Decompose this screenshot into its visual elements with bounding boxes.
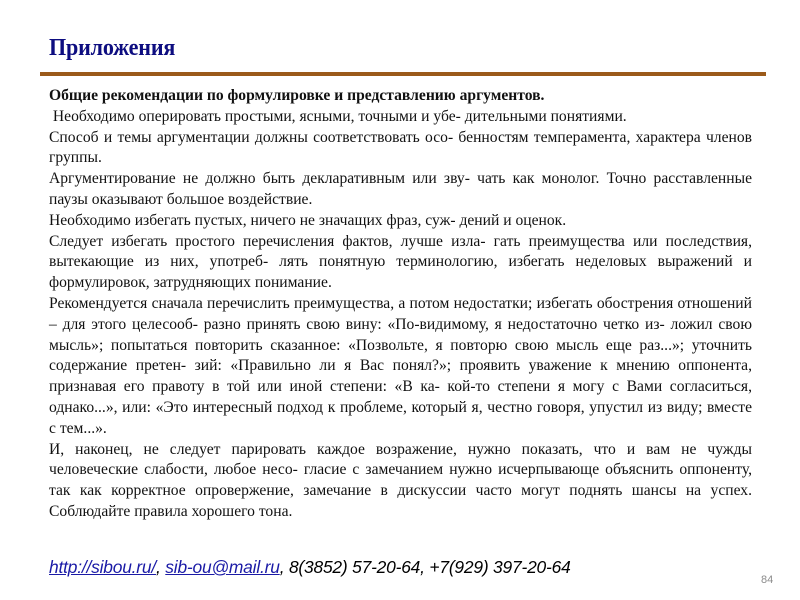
paragraph: Аргументирование не должно быть декларативным или зву- чать как монолог. Точно расставленные паузы оказывают большое воздействие. bbox=[49, 170, 752, 208]
title-divider bbox=[40, 72, 766, 76]
page-number: 84 bbox=[761, 574, 774, 586]
section-heading: Общие рекомендации по формулировке и представлению аргументов. bbox=[49, 87, 545, 104]
paragraph: И, наконец, не следует парировать каждое возражение, нужно показать, что и вам не чужды человеческие слабости, любое несо- гласие с замечанием нужно исчерпывающе объяснить оппоненту, так как корректное опровержение, замечание в дискуссии часто могут поднять шансы на успех. Соблюдайте правила хорошего тона. bbox=[49, 440, 752, 520]
paragraph: Необходимо избегать пустых, ничего не значащих фраз, суж- дений и оценок. bbox=[49, 211, 567, 229]
footer-separator: , bbox=[156, 557, 166, 577]
paragraph: Необходимо оперировать простыми, ясными, точными и убе- дительными понятиями. bbox=[49, 107, 627, 125]
phone-numbers: , 8(3852) 57-20-64, +7(929) 397-20-64 bbox=[279, 557, 571, 577]
content-body bbox=[49, 86, 752, 523]
website-link[interactable]: http://sibou.ru/ bbox=[49, 557, 157, 577]
paragraph: Следует избегать простого перечисления фактов, лучше изла- гать преимущества или последствия, вытекающие из них, употреб- лять понятную терминологию, избегать неделовых выражений и формулировок, затрудняющих понимание. bbox=[49, 232, 752, 292]
paragraph: Рекомендуется сначала перечислить преимущества, а потом недостатки; избегать обострения отношений – для этого целесооб- разно принять свою вину: «По-видимому, я недостаточно четко из- ложил свою мысль»; попытаться повторить сказанное: «Позвольте, я повторю свою мысль еще раз...»; уточнить содержание претен- зий: «Правильно ли я Вас понял?»; проявить уважение к мнению оппонента, признавая его правоту в той или иной степени: «В ка- кой-то степени я могу с Вами согласиться, однако...», или: «Это интересный подход к проблеме, который я, честно говоря, упустил из виду; вместе с тем...». bbox=[49, 294, 752, 437]
page-title: Приложения bbox=[49, 35, 176, 61]
paragraph: Способ и темы аргументации должны соответствовать осо- бенностям темперамента, характера членов группы. bbox=[49, 128, 752, 167]
contact-footer bbox=[49, 557, 571, 578]
email-link[interactable]: sib-ou@mail.ru bbox=[165, 557, 280, 577]
